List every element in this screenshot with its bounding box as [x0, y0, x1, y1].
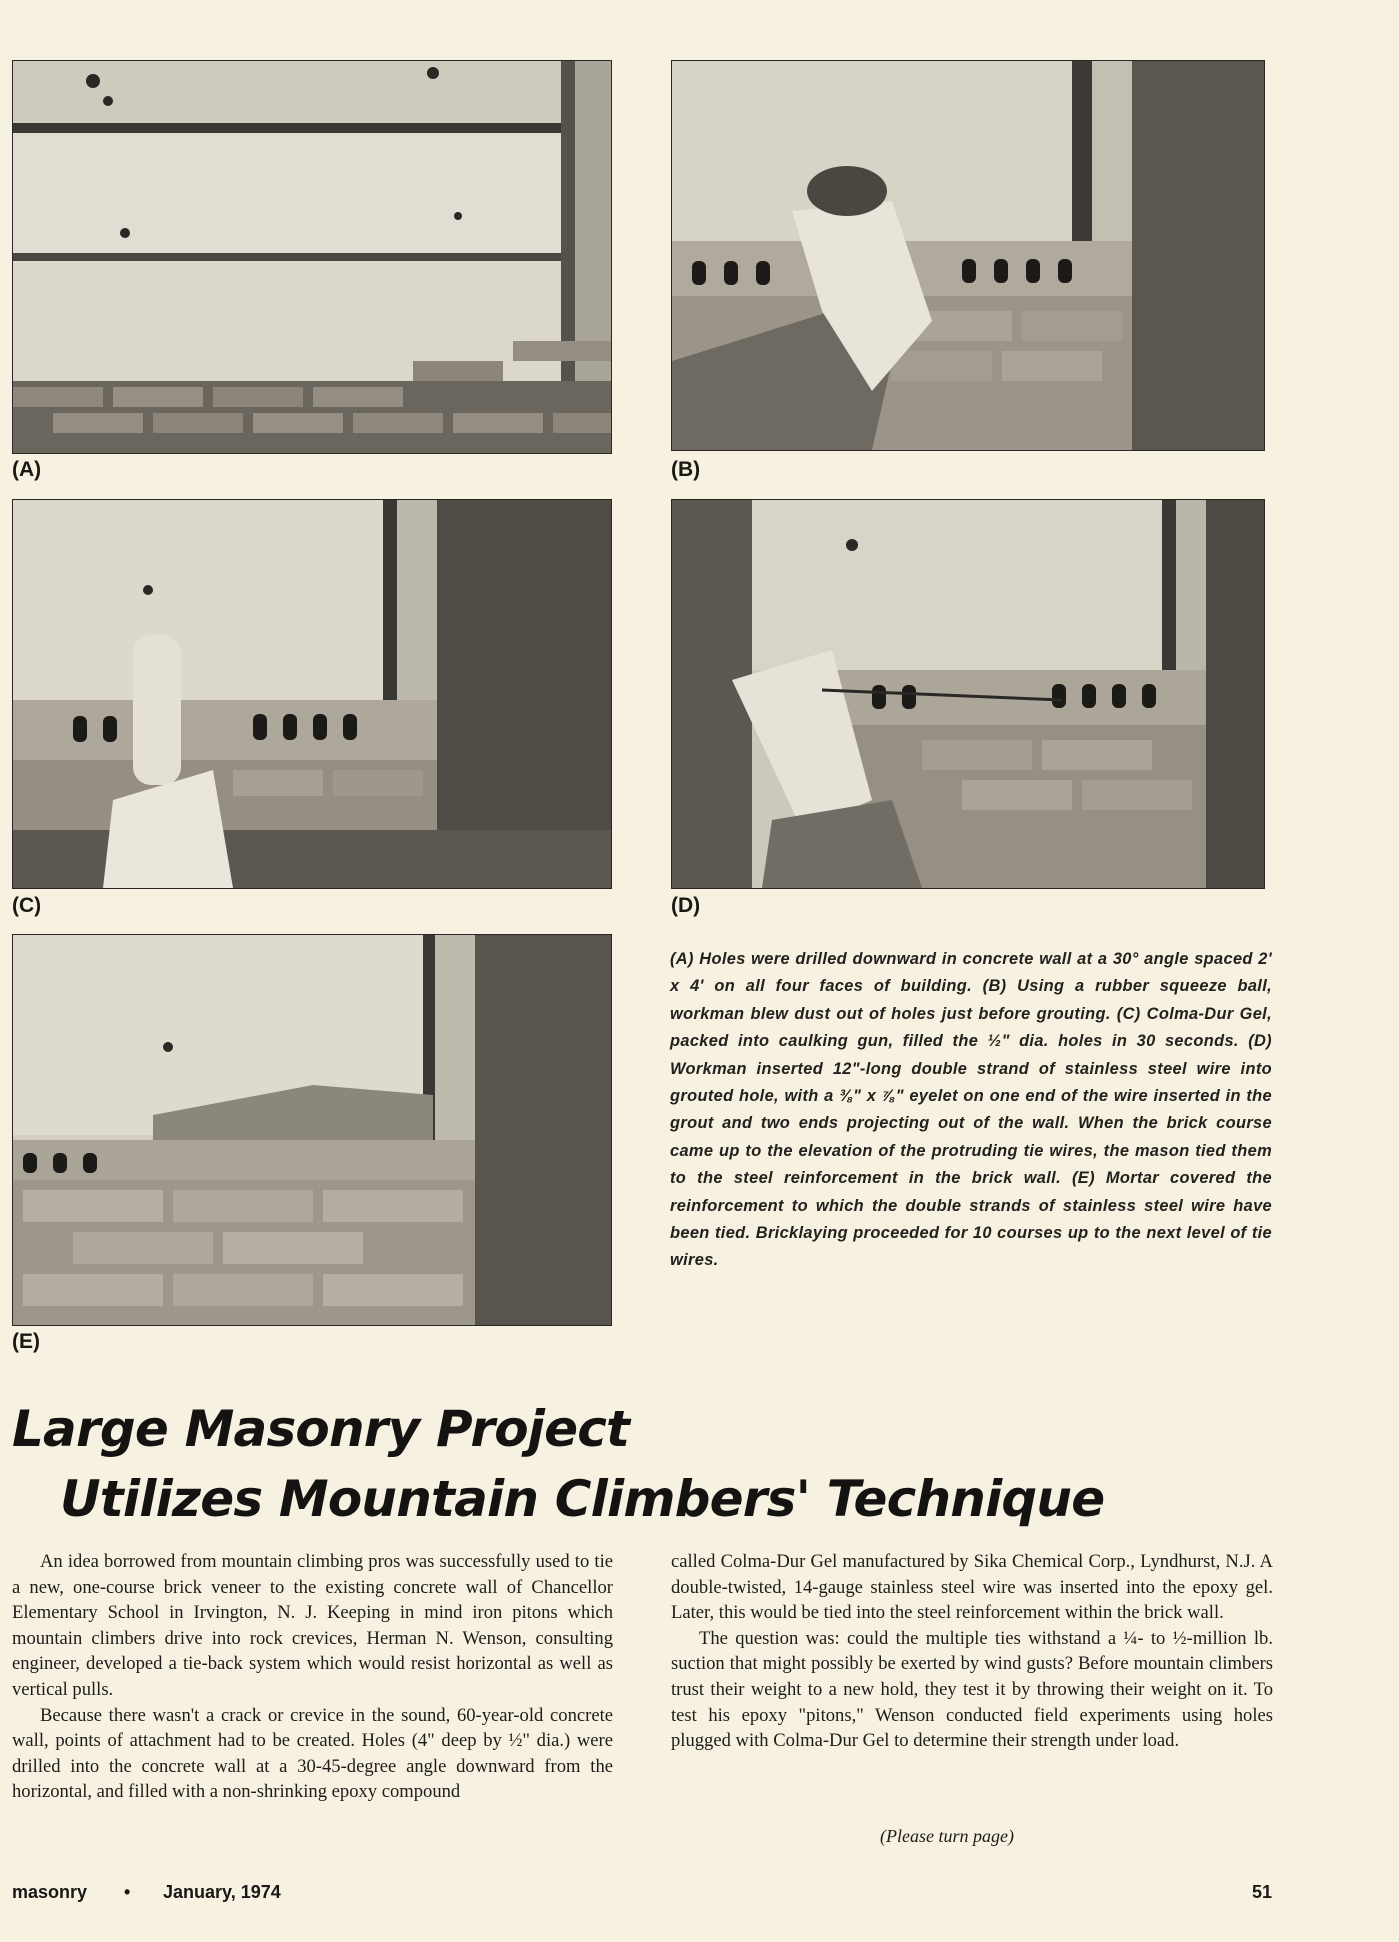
photo-b [671, 60, 1265, 451]
photo-d [671, 499, 1265, 889]
body-paragraph-3: called Colma-Dur Gel manufactured by Sika Chemical Corp., Lyndhurst, N.J. A double-twisted, 14-gauge stainless steel wire was inserted into the epoxy gel. Later, this would be tied into the steel reinforcement within the brick wall. [671, 1551, 1273, 1624]
photo-e-label: (E) [12, 1330, 40, 1353]
footer-separator: • [124, 1882, 131, 1902]
article-title-line-1: Large Masonry Project [12, 1400, 630, 1458]
article-title-line-2: Utilizes Mountain Climbers' Technique [60, 1470, 1105, 1528]
body-paragraph-2: Because there wasn't a crack or crevice in the sound, 60-year-old concrete wall, points of attachment had to be created. Holes (4" deep by ½" dia.) were drilled into the concrete wall at a 30-45-degree angle downward from the horizontal, and filled with a non-shrinking epoxy compound [12, 1704, 613, 1803]
article-column-1 [12, 1549, 613, 1805]
continuation-note: (Please turn page) [880, 1826, 1014, 1846]
photo-d-label: (D) [671, 894, 701, 917]
photo-caption: (A) Holes were drilled downward in concrete wall at a 30° angle spaced 2' x 4' on all four faces of building. (B) Using a rubber squeeze ball, workman blew dust out of holes just before grouting. (C) Colma-Dur Gel, packed into caulking gun, filled the ½" dia. holes in 30 seconds. (D) Workman inserted 12"-long double strand of stainless steel wire into grouted hole, with a ⅜" x ⅞" eyelet on one end of the wire inserted in the grout and two ends projecting out of the wall. When the brick course came up to the elevation of the protruding tie wires, the mason tied them to the steel reinforcement in the brick wall. (E) Mortar covered the reinforcement to which the double strands of stainless steel wire have been tied. Bricklaying proceeded for 10 courses up to the next level of tie wires. [670, 950, 1272, 1270]
page-number: 51 [1252, 1882, 1273, 1902]
photo-c-label: (C) [12, 894, 42, 917]
body-paragraph-1: An idea borrowed from mountain climbing pros was successfully used to tie a new, one-course brick veneer to the existing concrete wall of Chancellor Elementary School in Irvington, N. J. Keeping in mind iron pitons which mountain climbers drive into rock crevices, Herman N. Wenson, consulting engineer, developed a tie-back system which would resist horizontal as well as vertical pulls. [12, 1551, 613, 1700]
body-paragraph-4: The question was: could the multiple ties withstand a ¼- to ½-million lb. suction that might possibly be exerted by wind gusts? Before mountain climbers trust their weight to a new hold, they test it by throwing their weight on it. To test his epoxy "pitons," Wenson conducted field experiments using holes plugged with Colma-Dur Gel to determine their strength under load. [671, 1627, 1273, 1752]
photo-a [12, 60, 612, 454]
photo-e [12, 934, 612, 1326]
article-column-2 [671, 1549, 1273, 1754]
footer-date: January, 1974 [163, 1882, 281, 1902]
photo-b-label: (B) [671, 458, 701, 481]
photo-a-label: (A) [12, 458, 42, 481]
footer-magazine: masonry [12, 1882, 88, 1902]
photo-c [12, 499, 612, 889]
